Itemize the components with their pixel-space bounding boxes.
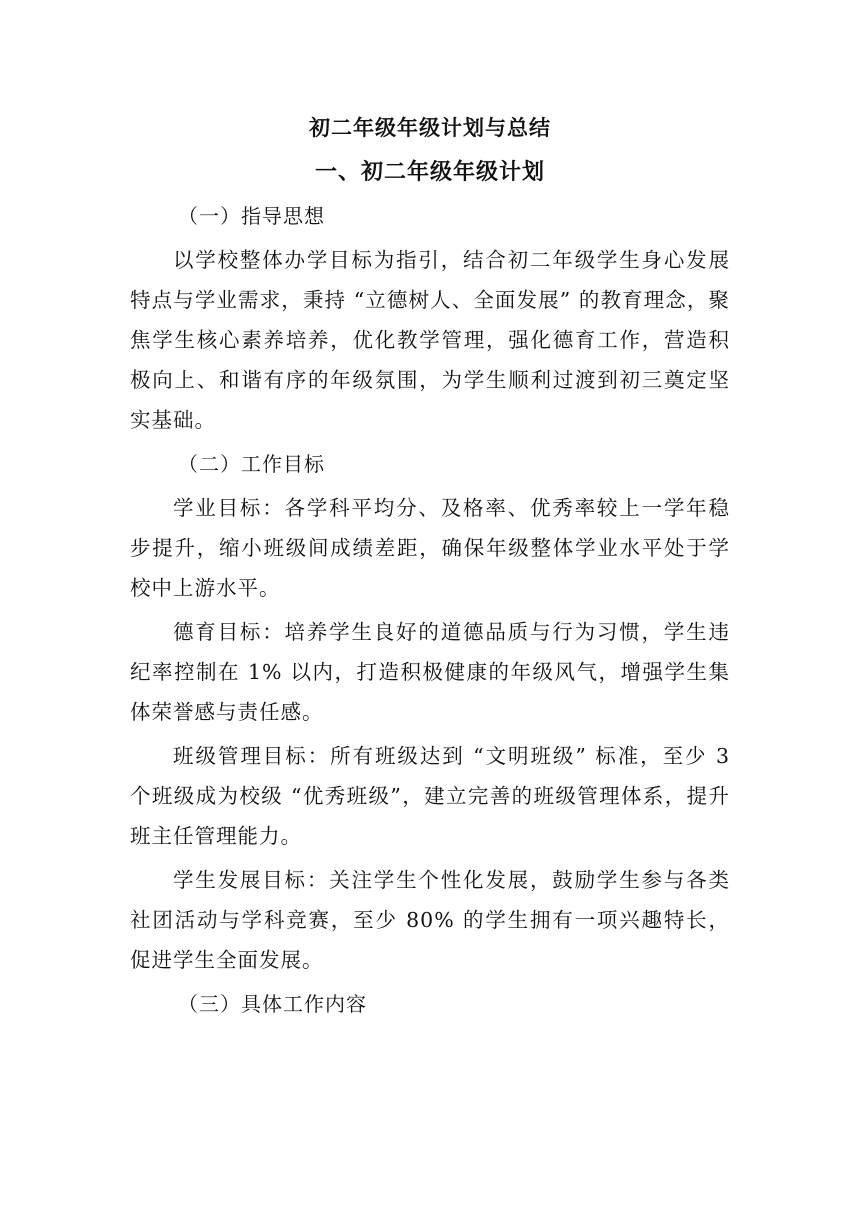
paragraph-moral-goal: 德育目标：培养学生良好的道德品质与行为习惯，学生违纪率控制在 1% 以内，打造积极健康的年级风气，增强学生集体荣誉感与责任感。 xyxy=(130,620,730,724)
paragraph-guiding-ideology: 以学校整体办学目标为指引，结合初二年级学生身心发展特点与学业需求，秉持 “立德树人、全面发展” 的教育理念，聚焦学生核心素养培养，优化教学管理，强化德育工作，营造积极向上、和谐有序的年级氛围，为学生顺利过渡到初三奠定坚实基础。 xyxy=(130,248,730,432)
subheading-guiding-ideology: （一）指导思想 xyxy=(178,204,325,228)
paragraph-academic-goal: 学业目标：各学科平均分、及格率、优秀率较上一学年稳步提升，缩小班级间成绩差距，确保年级整体学业水平处于学校中上游水平。 xyxy=(130,496,730,600)
document-title: 初二年级年级计划与总结 xyxy=(309,115,551,140)
document-page xyxy=(130,108,730,1024)
subheading-work-content: （三）具体工作内容 xyxy=(178,992,367,1016)
paragraph-class-management-goal: 班级管理目标：所有班级达到 “文明班级” 标准，至少 3 个班级成为校级 “优秀班级”，建立完善的班级管理体系，提升班主任管理能力。 xyxy=(130,744,730,848)
paragraph-student-development-goal: 学生发展目标：关注学生个性化发展，鼓励学生参与各类社团活动与学科竞赛，至少 80% 的学生拥有一项兴趣特长，促进学生全面发展。 xyxy=(130,868,730,972)
section-title: 一、初二年级年级计划 xyxy=(314,159,545,185)
subheading-work-goals: （二）工作目标 xyxy=(178,452,325,476)
